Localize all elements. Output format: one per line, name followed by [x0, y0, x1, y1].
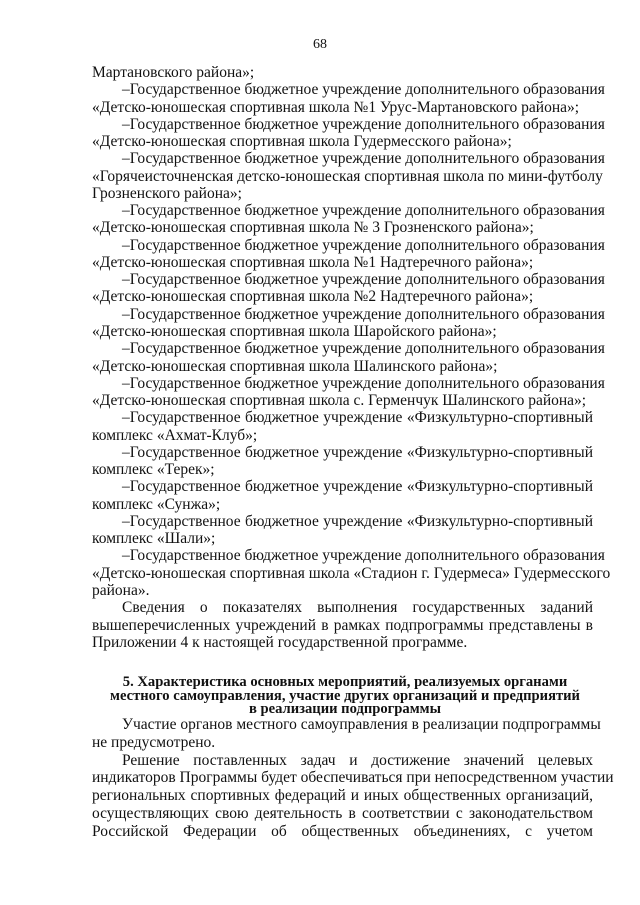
text-line: –Государственное бюджетное учреждение «Физкультурно-спортивный	[122, 409, 593, 427]
text-line: –Государственное бюджетное учреждение дополнительного образования	[122, 236, 605, 254]
paragraph	[92, 444, 593, 479]
paragraph	[92, 150, 605, 202]
paragraph	[92, 374, 605, 410]
text-line: «Детско-юношеская спортивная школа №2 Надтеречного района»;	[92, 288, 534, 306]
paragraph	[92, 81, 605, 116]
text-line: «Горячеисточненская детско-юношеская спортивная школа по мини-футболу	[92, 167, 603, 185]
text-line: –Государственное бюджетное учреждение дополнительного образования	[122, 374, 605, 392]
text-line: –Государственное бюджетное учреждение дополнительного образования	[122, 115, 605, 133]
text-line: региональных спортивных федераций и иных общественных организаций,	[92, 787, 593, 805]
text-line: Мартановского района»;	[92, 64, 255, 81]
paragraph	[92, 340, 605, 375]
text-line: –Государственное бюджетное учреждение дополнительного образования	[122, 202, 605, 220]
text-line: комплекс «Сунжа»;	[92, 495, 221, 513]
paragraph	[92, 716, 601, 752]
text-line: Грозненского района»;	[92, 184, 242, 202]
text-line: Решение поставленных задач и достижение значений целевых	[122, 751, 593, 769]
paragraph	[92, 751, 614, 841]
text-line: –Государственное бюджетное учреждение дополнительного образования	[122, 305, 605, 323]
heading-line: 5. Характеристика основных мероприятий, реализуемых органами	[122, 674, 568, 690]
text-line: «Детско-юношеская спортивная школа №1 Надтеречного района»;	[92, 253, 534, 271]
text-line: –Государственное бюджетное учреждение дополнительного образования	[122, 340, 605, 358]
text-line: «Детско-юношеская спортивная школа Гудермесского района»;	[92, 133, 512, 151]
paragraph	[92, 513, 593, 548]
text-line: –Государственное бюджетное учреждение «Физкультурно-спортивный	[122, 443, 593, 461]
paragraph	[92, 305, 605, 341]
paragraph	[92, 409, 593, 444]
text-line: –Государственное бюджетное учреждение дополнительного образования	[122, 150, 605, 168]
section-body-text	[92, 716, 614, 841]
text-line: Российской Федерации об общественных объединениях, с учетом	[92, 822, 593, 840]
text-line: Сведения о показателях выполнения государственных заданий	[122, 599, 593, 617]
text-line: осуществляющих свою деятельность в соответствии с законодательством	[92, 804, 593, 822]
institution-list-text	[92, 64, 611, 651]
text-line: «Детско-юношеская спортивная школа № 3 Грозненского района»;	[92, 219, 534, 237]
paragraph	[92, 478, 593, 513]
text-line: комплекс «Шали»;	[92, 530, 216, 548]
text-line: не предусмотрено.	[92, 733, 216, 751]
paragraph	[92, 202, 605, 237]
paragraph	[92, 115, 605, 151]
text-line: Приложении 4 к настоящей государственной программе.	[92, 633, 468, 651]
text-line: –Государственное бюджетное учреждение дополнительного образования	[122, 81, 605, 99]
text-line: «Детско-юношеская спортивная школа «Стадион г. Гудермеса» Гудермесского	[92, 564, 611, 582]
text-line: –Государственное бюджетное учреждение дополнительного образования	[122, 271, 605, 289]
text-line: –Государственное бюджетное учреждение «Физкультурно-спортивный	[122, 478, 593, 496]
paragraph	[92, 64, 593, 81]
text-line: «Детско-юношеская спортивная школа №1 Урус-Мартановского района»;	[92, 98, 580, 116]
text-line: комплекс «Терек»;	[92, 461, 215, 479]
paragraph	[92, 547, 611, 599]
text-line: Участие органов местного самоуправления в реализации подпрограммы	[122, 716, 601, 733]
text-line: «Детско-юношеская спортивная школа Шаройского района»;	[92, 322, 497, 340]
text-line: «Детско-юношеская спортивная школа с. Герменчук Шалинского района»;	[92, 392, 587, 410]
page-number: 68	[313, 37, 327, 52]
text-line: –Государственное бюджетное учреждение «Физкультурно-спортивный	[122, 512, 593, 530]
text-line: района».	[92, 581, 150, 599]
section-heading	[80, 676, 610, 717]
heading-line: в реализации подпрограммы	[249, 701, 441, 717]
paragraph	[92, 236, 605, 272]
paragraph	[92, 271, 605, 306]
heading-line: местного самоуправления, участие других организаций и предприятий	[110, 687, 580, 704]
paragraph	[92, 599, 593, 651]
text-line: «Детско-юношеская спортивная школа Шалинского района»;	[92, 357, 498, 375]
text-line: –Государственное бюджетное учреждение дополнительного образования	[122, 547, 605, 565]
text-line: индикаторов Программы будет обеспечиваться при непосредственном участии	[92, 769, 614, 787]
text-line: комплекс «Ахмат-Клуб»;	[92, 426, 258, 444]
text-line: вышеперечисленных учреждений в рамках подпрограммы представлены в	[92, 616, 593, 634]
